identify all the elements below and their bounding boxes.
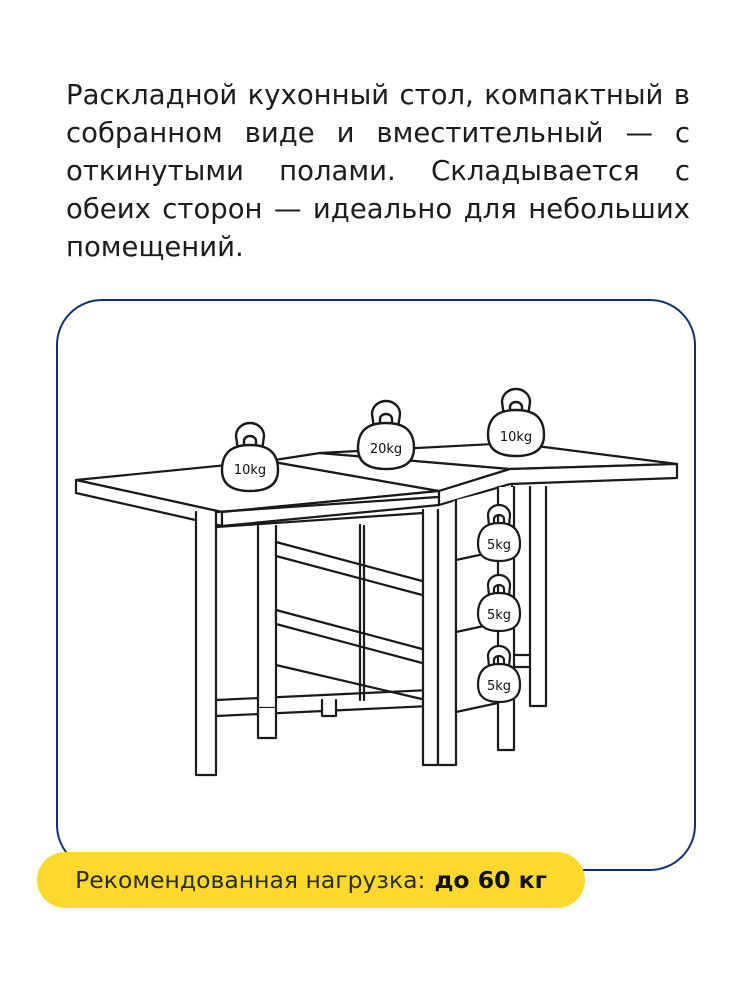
weight-label-drawer-bottom: 5kg bbox=[486, 679, 512, 694]
kettlebell-center-icon bbox=[358, 401, 414, 469]
right-front-leg bbox=[530, 487, 546, 706]
recommended-load-badge bbox=[37, 852, 585, 908]
load-label: Рекомендованная нагрузка: bbox=[75, 866, 426, 894]
center-back-leg bbox=[322, 700, 336, 716]
weight-label-drawer-top: 5kg bbox=[486, 538, 512, 553]
load-value: до 60 кг bbox=[434, 866, 547, 894]
weight-label-right-leaf: 10kg bbox=[499, 430, 533, 445]
product-description: Раскладной кухонный стол, компактный в собранном виде и вместительный — с откинутыми полами. Складывается с обеих сторон — идеально для небольших помещений. bbox=[66, 79, 690, 263]
kettlebell-left-leaf-icon bbox=[222, 423, 278, 491]
left-gate-leg bbox=[196, 512, 216, 775]
left-back-leg bbox=[258, 526, 276, 708]
upper-shelf bbox=[276, 542, 426, 596]
weight-label-drawer-middle: 5kg bbox=[486, 608, 512, 623]
weight-label-center: 20kg bbox=[369, 442, 403, 457]
lower-shelf bbox=[276, 610, 426, 664]
kettlebell-right-leaf-icon bbox=[488, 389, 544, 456]
center-front-leg bbox=[423, 510, 438, 765]
weight-label-left-leaf: 10kg bbox=[233, 463, 267, 478]
